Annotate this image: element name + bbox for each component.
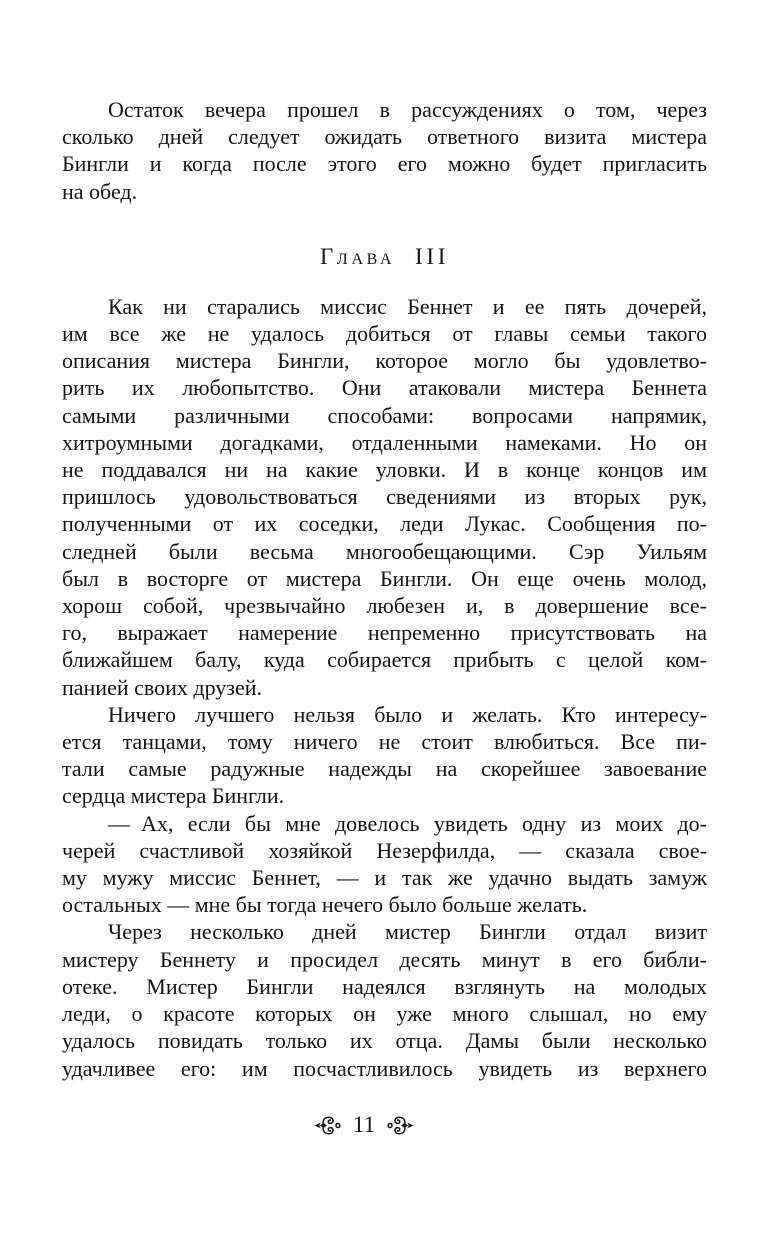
paragraph [62,96,707,205]
text-line: следней были весьма многообещающими. Сэр Уильям [62,538,707,564]
text-line: самыми различными способами: вопросами напрямик, [62,402,707,428]
text-line: не поддавался ни на какие уловки. И в конце концов им [62,457,707,483]
text-line: удачливее его: им посчастливилось увидеть из верхнего [62,1055,707,1081]
text-line: остальных — мне бы тогда нечего было больше желать. [62,892,588,918]
text-line: сердца мистера Бингли. [62,783,285,809]
text-line: Ничего лучшего нельзя было и желать. Кто интересу- [108,701,707,727]
text-line: ближайшем балу, куда собирается прибыть с целой ком- [62,647,707,673]
text-line: тали самые радужные надежды на скорейшее завоевание [62,756,707,782]
text-line: описания мистера Бингли, которое могло бы удовлетво- [62,348,707,374]
paragraph [62,701,707,810]
text-line: му мужу миссис Беннет, — и так же удачно выдать замуж [62,865,707,891]
text-line: удалось повидать только их отца. Дамы были несколько [62,1028,707,1054]
text-line: полученными от их соседки, леди Лукас. Сообщения по- [62,511,707,537]
text-line: го, выражает намерение непременно присутствовать на [62,620,707,646]
text-line: ется танцами, тому ничего не стоит влюбиться. Все пи- [62,729,707,755]
text-line: — Ах, если бы мне довелось увидеть одну из моих до- [108,810,707,836]
paragraph [62,810,707,919]
text-line: Как ни старались миссис Беннет и ее пять дочерей, [108,293,707,319]
text-line: был в восторге от мистера Бингли. Он еще очень молод, [62,565,707,591]
text-line: Через несколько дней мистер Бингли отдал визит [108,919,707,945]
text-line: Остаток вечера прошел в рассуждениях о том, через [108,97,707,122]
text-line: леди, о красоте которых он уже много слышал, но ему [62,1001,707,1027]
text-line: панией своих друзей. [62,674,263,700]
text-line: на обед. [62,178,138,204]
paragraph [62,293,707,701]
text-line: черей счастливой хозяйкой Незерфилда, — сказала свое- [62,837,707,863]
text-line: Бингли и когда после этого его можно будет пригласить [62,151,707,177]
text-line: хитроумными догадками, отдаленными намеками. Но он [62,429,707,455]
text-line: хорош собой, чрезвычайно любезен и, в довершение все- [62,593,707,619]
fleuron-left-icon [314,1114,341,1137]
folio-group [314,1112,414,1138]
chapter-heading: Глава III [319,243,450,269]
text-line: им все же не удалось добиться от главы семьи такого [62,321,707,347]
paragraph [62,918,707,1081]
page-text-block [62,96,707,1082]
text-line: мистеру Беннету и просидел десять минут в его библи- [62,946,707,972]
page-number: 11 [352,1112,376,1137]
text-line: отеке. Мистер Бингли надеялся взглянуть на молодых [62,973,707,999]
text-line: сколько дней следует ожидать ответного визита мистера [62,124,707,150]
fleuron-right-icon [387,1114,414,1137]
page-footer [0,1112,768,1138]
text-line: пришлось удовольствоваться сведениями из вторых рук, [62,484,707,510]
text-line: рить их любопытство. Они атаковали мистера Беннета [62,375,707,401]
